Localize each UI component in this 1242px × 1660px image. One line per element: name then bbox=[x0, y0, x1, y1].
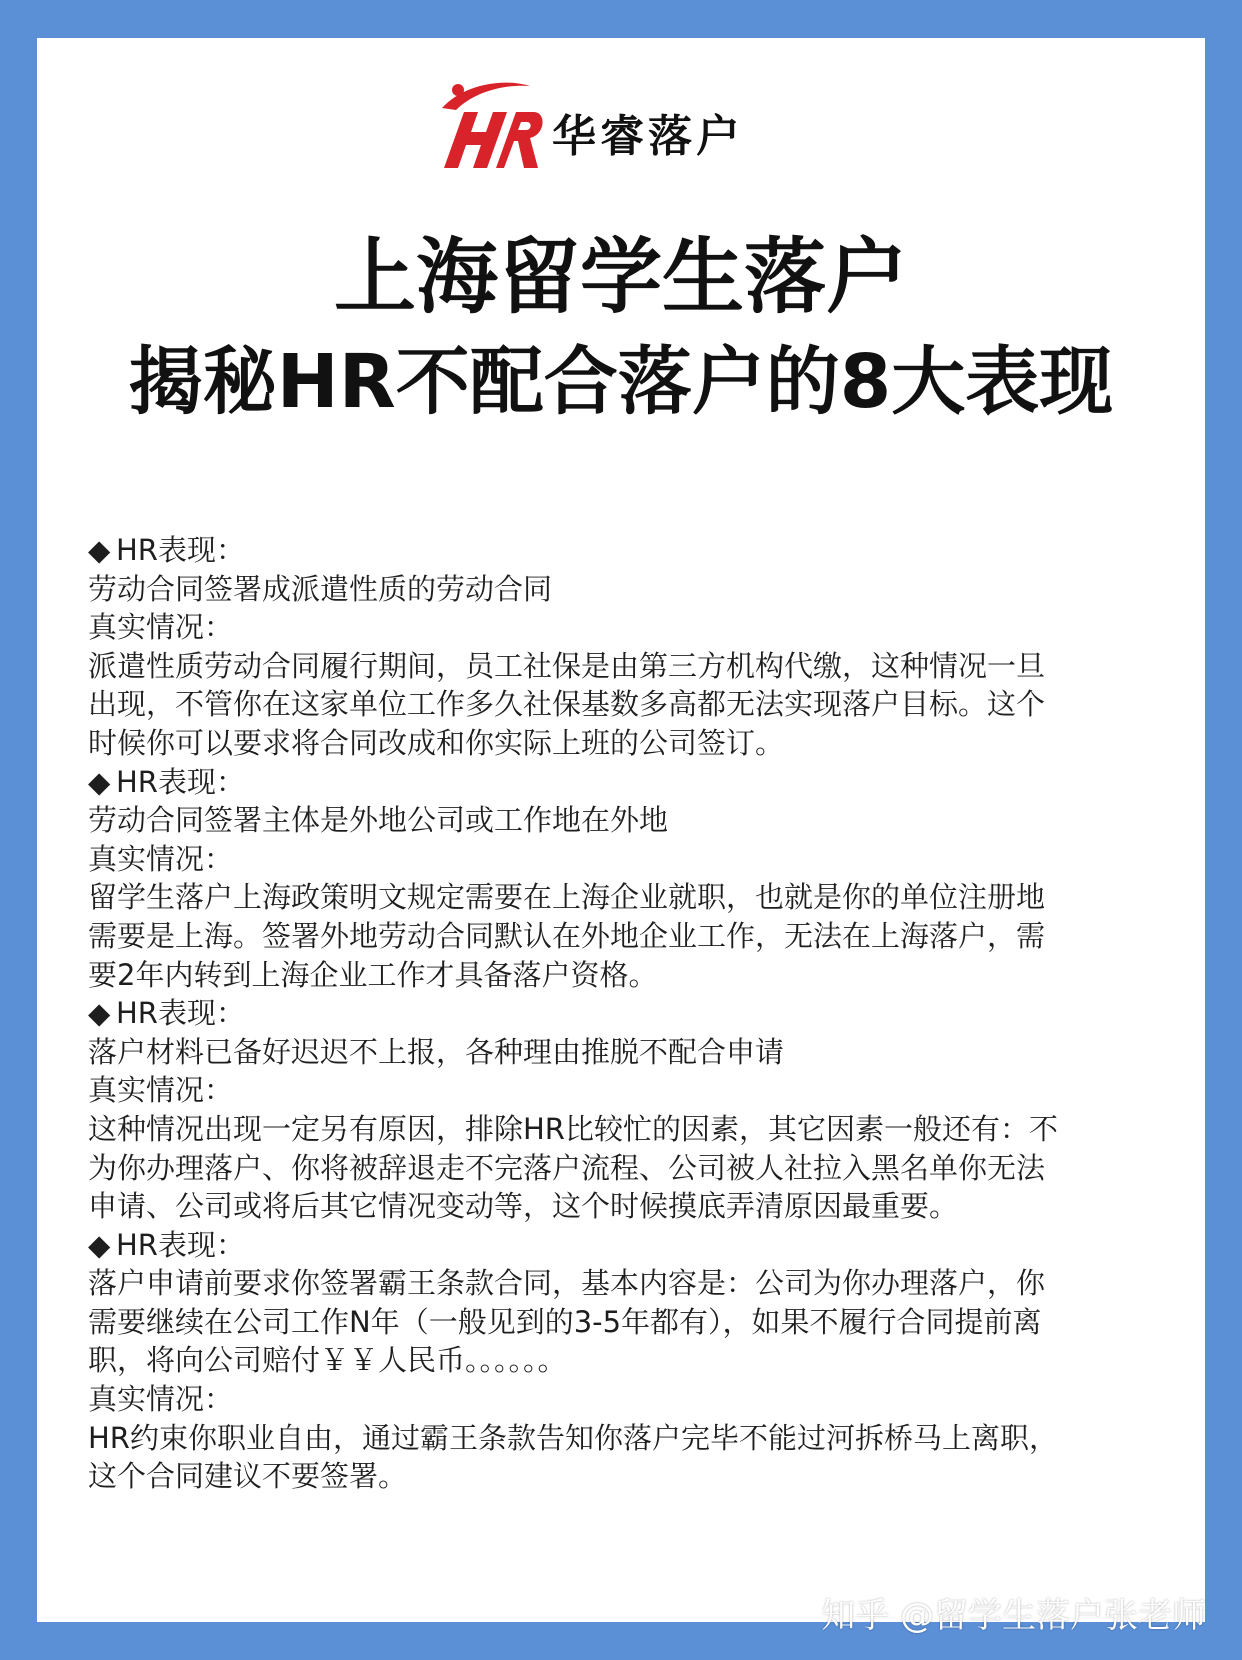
text-line bbox=[88, 1149, 1168, 1188]
brand-logo bbox=[434, 78, 814, 170]
diamond-bullet-icon: ◆ bbox=[88, 764, 111, 799]
line-text: 出现，不管你在这家单位工作多久社保基数多高都无法实现落户目标。这个 bbox=[88, 687, 1046, 722]
line-text: 真实情况： bbox=[88, 610, 234, 645]
hr-logo-icon bbox=[434, 78, 544, 170]
line-text: 为你办理落户、你将被辞退走不完落户流程、公司被人社拉入黑名单你无法 bbox=[88, 1150, 1046, 1185]
text-line bbox=[88, 917, 1168, 956]
article-body bbox=[88, 531, 1168, 1496]
text-line bbox=[88, 724, 1168, 763]
line-text: 劳动合同签署主体是外地公司或工作地在外地 bbox=[88, 803, 669, 838]
text-line bbox=[88, 956, 1168, 995]
text-line bbox=[88, 1264, 1168, 1303]
text-line bbox=[88, 1033, 1168, 1072]
line-text: 这个合同建议不要签署。 bbox=[88, 1459, 408, 1494]
text-line bbox=[88, 1110, 1168, 1149]
line-text: HR约束你职业自由，通过霸王条款告知你落户完毕不能过河拆桥马上离职， bbox=[88, 1420, 1058, 1455]
line-text: 申请、公司或将后其它情况变动等，这个时候摸底弄清原因最重要。 bbox=[88, 1189, 959, 1224]
diamond-bullet-icon: ◆ bbox=[88, 1227, 111, 1262]
text-line bbox=[88, 840, 1168, 879]
brand-name: 华睿落户 bbox=[552, 111, 744, 162]
line-text: HR表现： bbox=[116, 1227, 245, 1262]
text-line bbox=[88, 1419, 1168, 1458]
line-text: 劳动合同签署成派遣性质的劳动合同 bbox=[88, 571, 553, 606]
text-line bbox=[88, 1341, 1168, 1380]
text-line bbox=[88, 1303, 1168, 1342]
line-text: 真实情况： bbox=[88, 1382, 234, 1417]
page-title-line2: 揭秘HR不配合落户的8大表现 bbox=[128, 339, 1114, 425]
text-line bbox=[88, 570, 1168, 609]
text-line bbox=[88, 1380, 1168, 1419]
line-text: 真实情况： bbox=[88, 1073, 234, 1108]
line-text: 时候你可以要求将合同改成和你实际上班的公司签订。 bbox=[88, 725, 785, 760]
line-text: 要2年内转到上海企业工作才具备落户资格。 bbox=[88, 957, 658, 992]
text-line bbox=[88, 685, 1168, 724]
line-text: 落户申请前要求你签署霸王条款合同，基本内容是：公司为你办理落户，你 bbox=[88, 1266, 1046, 1301]
section-heading bbox=[88, 1226, 1168, 1265]
text-line bbox=[88, 1457, 1168, 1496]
page-title-line1: 上海留学生落户 bbox=[333, 230, 908, 325]
text-line bbox=[88, 878, 1168, 917]
diamond-bullet-icon: ◆ bbox=[88, 533, 111, 567]
line-text: 留学生落户上海政策明文规定需要在上海企业就职，也就是你的单位注册地 bbox=[88, 880, 1046, 915]
text-line bbox=[88, 1071, 1168, 1110]
text-line bbox=[88, 647, 1168, 686]
diamond-bullet-icon: ◆ bbox=[88, 996, 111, 1031]
text-line bbox=[88, 1187, 1168, 1226]
line-text: 需要继续在公司工作N年（一般见到的3-5年都有），如果不履行合同提前离 bbox=[88, 1304, 1042, 1339]
line-text: 职，将向公司赔付￥￥人民币。。。。。。 bbox=[88, 1343, 567, 1378]
text-line bbox=[88, 801, 1168, 840]
section-heading bbox=[88, 531, 1168, 570]
line-text: 这种情况出现一定另有原因，排除HR比较忙的因素，其它因素一般还有：不 bbox=[88, 1111, 1058, 1146]
line-text: HR表现： bbox=[116, 764, 245, 799]
line-text: 真实情况： bbox=[88, 841, 234, 876]
line-text: HR表现： bbox=[116, 996, 245, 1031]
line-text: 落户材料已备好迟迟不上报，各种理由推脱不配合申请 bbox=[88, 1034, 785, 1069]
text-line bbox=[88, 608, 1168, 647]
watermark: 知乎 @留学生落户张老师 bbox=[821, 1596, 1206, 1636]
line-text: 派遣性质劳动合同履行期间，员工社保是由第三方机构代缴，这种情况一旦 bbox=[88, 648, 1046, 683]
line-text: 需要是上海。签署外地劳动合同默认在外地企业工作，无法在上海落户，需 bbox=[88, 918, 1046, 953]
line-text: HR表现： bbox=[116, 533, 245, 567]
section-heading bbox=[88, 763, 1168, 802]
section-heading bbox=[88, 994, 1168, 1033]
